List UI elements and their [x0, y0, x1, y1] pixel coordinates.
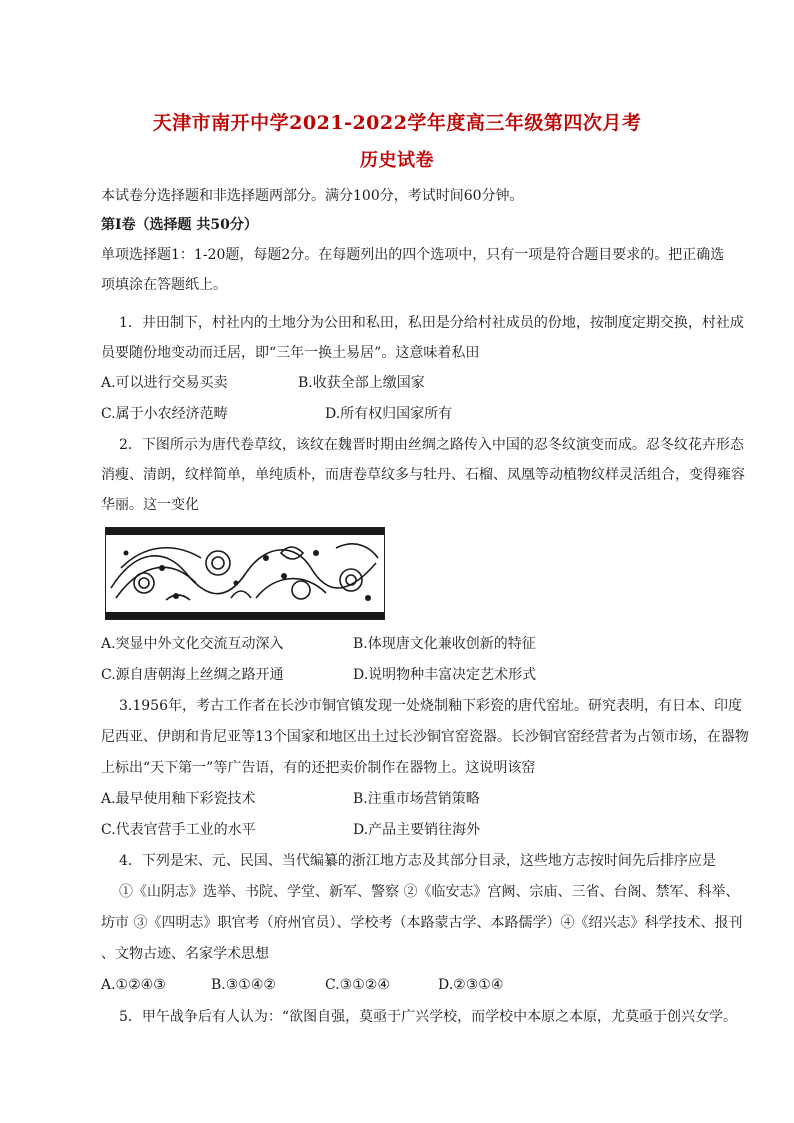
question-5-stem: 5．甲午战争后有人认为：“欲图自强，莫亟于广兴学校，而学校中本原之本原，尤莫亟于创兴女学。 — [119, 1009, 738, 1025]
question-4-option-d: D.②③①④ — [438, 977, 504, 993]
question-4-option-b: B.③①④② — [211, 977, 276, 993]
question-1-option-d: D.所有权归国家所有 — [325, 406, 453, 422]
tang-scroll-pattern-image — [105, 527, 385, 620]
question-1-stem: 员要随份地变动而迁居，即“三年一换土易居”。这意味着私田 — [101, 345, 480, 361]
question-4-option-c: C.③①②④ — [325, 977, 390, 993]
question-3-option-a: A.最早使用釉下彩瓷技术 — [101, 791, 256, 807]
exam-subtitle: 历史试卷 — [360, 150, 434, 171]
question-4-option-a: A.①②④③ — [101, 977, 166, 993]
instruction-line: 单项选择题1：1-20题，每题2分。在每题列出的四个选项中，只有一项是符合题目要求的。把正确选 — [101, 247, 725, 263]
question-1-option-c: C.属于小农经济范畴 — [101, 406, 228, 422]
question-3-option-c: C.代表官营手工业的水平 — [101, 822, 256, 838]
instruction-line: 项填涂在答题纸上。 — [101, 277, 227, 293]
question-3-option-b: B.注重市场营销策略 — [353, 791, 480, 807]
question-2-stem: 华丽。这一变化 — [101, 497, 199, 513]
question-4-stem: ①《山阴志》选举、书院、学堂、新军、警察 ②《临安志》宫阙、宗庙、三省、台阁、禁军、科举、 — [119, 884, 740, 900]
question-3-stem: 上标出“天下第一”等广告语，有的还把卖价制作在器物上。这说明该窑 — [101, 760, 536, 776]
question-2-option-a: A.突显中外文化交流互动深入 — [101, 636, 284, 652]
question-1-stem: 1．井田制下，村社内的土地分为公田和私田，私田是分给村社成员的份地，按制度定期交换，村社成 — [119, 315, 744, 331]
question-4-stem: 、文物古迹、名家学术思想 — [101, 946, 269, 962]
question-2-stem: 消瘦、清朗，纹样简单，单纯质朴，而唐卷草纹多与牡丹、石榴、凤凰等动植物纹样灵活组合，变得雍容 — [101, 467, 745, 483]
question-2-option-d: D.说明物种丰富决定艺术形式 — [353, 667, 537, 683]
question-3-stem: 尼西亚、伊朗和肯尼亚等13个国家和地区出土过长沙铜官窑瓷器。长沙铜官窑经营者为占领市场，在器物 — [101, 729, 749, 745]
question-2-option-b: B.体现唐文化兼收创新的特征 — [353, 636, 536, 652]
question-3-option-d: D.产品主要销往海外 — [353, 822, 481, 838]
intro-text: 本试卷分选择题和非选择题两部分。满分100分，考试时间60分钟。 — [101, 188, 524, 204]
question-4-stem: 4．下列是宋、元、民国、当代编纂的浙江地方志及其部分目录，这些地方志按时间先后排序应是 — [119, 853, 716, 869]
question-4-stem: 坊市 ③《四明志》职官考（府州官员）、学校考（本路蒙古学、本路儒学）④《绍兴志》科学技术、报刊 — [101, 915, 743, 931]
question-1-option-b: B.收获全部上缴国家 — [298, 375, 425, 391]
question-3-stem: 3.1956年，考古工作者在长沙市铜官镇发现一处烧制釉下彩瓷的唐代窑址。研究表明，有日本、印度 — [119, 698, 742, 714]
question-2-stem: 2．下图所示为唐代卷草纹，该纹在魏晋时期由丝绸之路传入中国的忍冬纹演变而成。忍冬纹花卉形态 — [119, 437, 744, 453]
question-2-option-c: C.源自唐朝海上丝绸之路开通 — [101, 667, 284, 683]
exam-title: 天津市南开中学2021-2022学年度高三年级第四次月考 — [152, 112, 642, 134]
question-1-option-a: A.可以进行交易买卖 — [101, 375, 228, 391]
part1-heading: 第Ⅰ卷（选择题 共50分） — [101, 217, 258, 233]
